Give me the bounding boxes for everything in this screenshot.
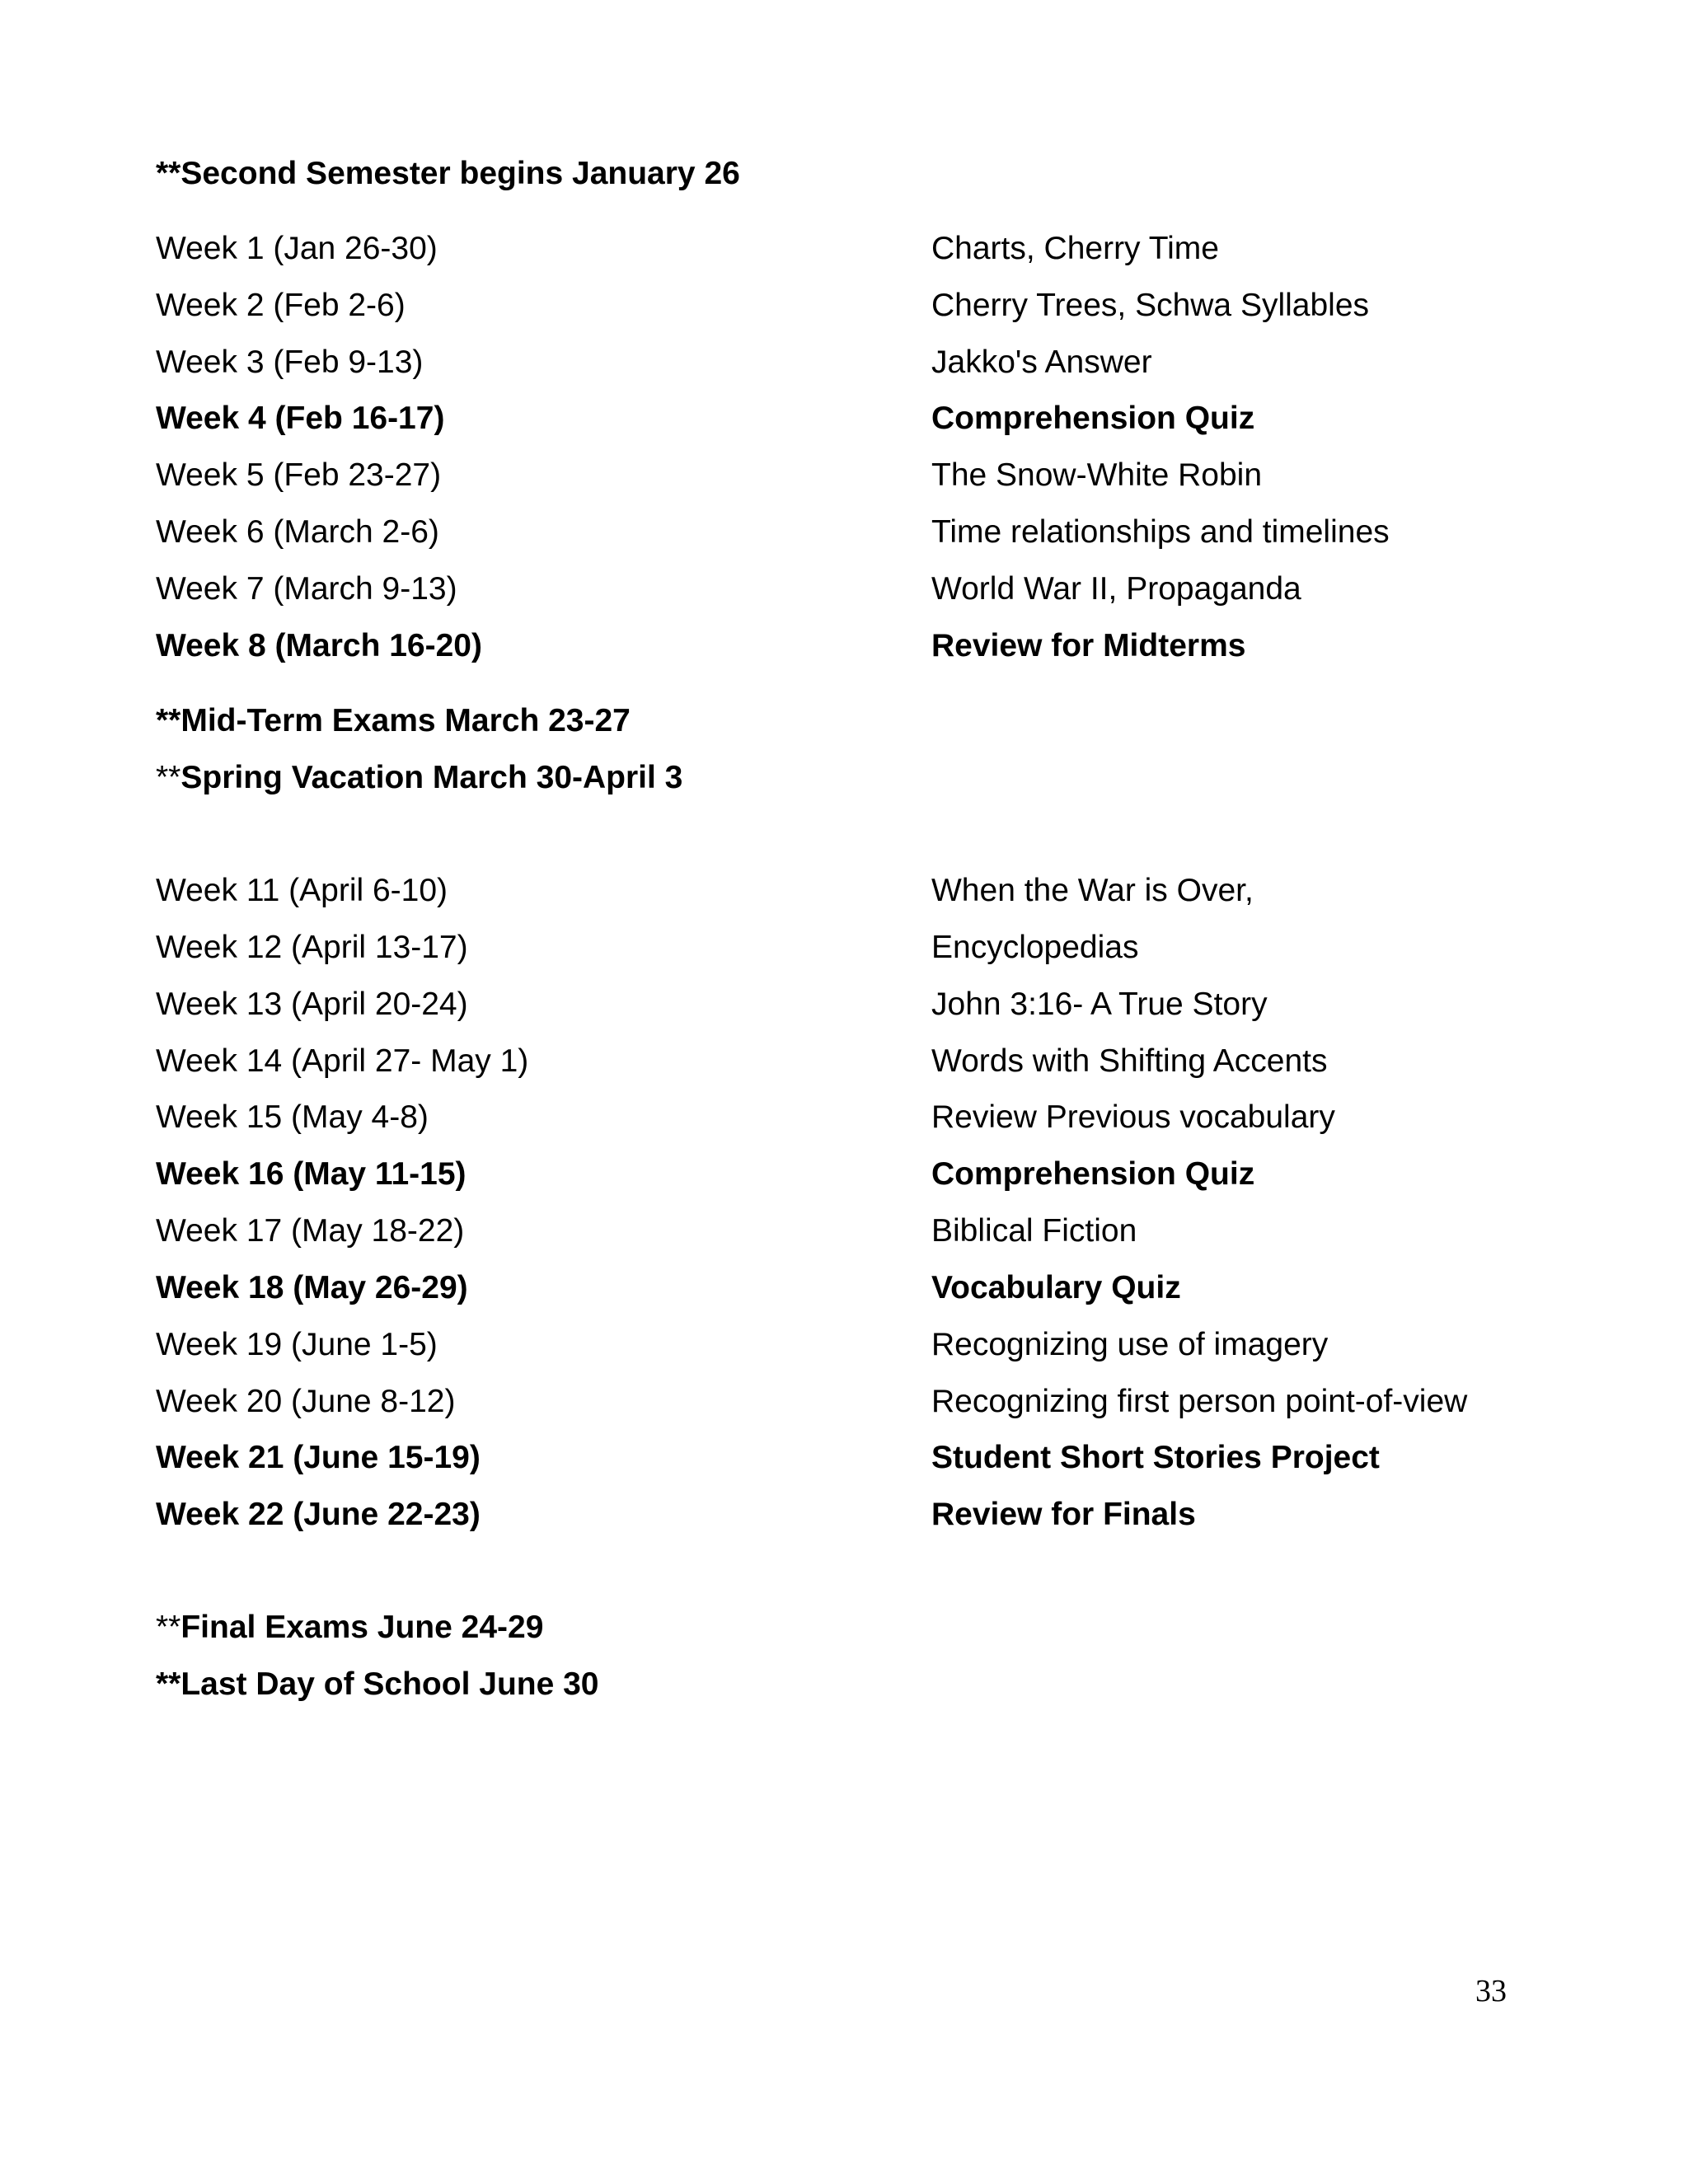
page-number: 33: [1475, 1974, 1507, 2008]
schedule-week: Week 8 (March 16-20): [156, 628, 482, 663]
final-exams-note: [156, 1608, 543, 1647]
note-prefix: **: [156, 703, 181, 738]
last-day-note: [156, 1665, 599, 1704]
schedule-week: Week 22 (June 22-23): [156, 1497, 481, 1532]
note-text: Last Day of School June 30: [181, 1666, 599, 1702]
note-text: Second Semester begins January 26: [181, 156, 740, 191]
schedule-week: Week 14 (April 27- May 1): [156, 1043, 529, 1079]
schedule-week: Week 7 (March 9-13): [156, 571, 457, 607]
note-text: Mid-Term Exams March 23-27: [181, 703, 631, 738]
schedule-week: Week 2 (Feb 2-6): [156, 288, 406, 323]
schedule-topic: When the War is Over,: [931, 873, 1254, 908]
note-text: Spring Vacation March 30-April 3: [181, 760, 683, 795]
schedule-week: Week 3 (Feb 9-13): [156, 344, 424, 380]
note-prefix: **: [156, 156, 181, 191]
schedule-week: Week 21 (June 15-19): [156, 1440, 481, 1475]
schedule-topic: Review for Midterms: [931, 628, 1246, 663]
schedule-week: Week 4 (Feb 16-17): [156, 401, 445, 436]
note-prefix: **: [156, 1610, 181, 1645]
schedule-topic: Recognizing first person point-of-view: [931, 1384, 1468, 1419]
schedule-topic: The Snow-White Robin: [931, 457, 1263, 493]
spring-vacation-note: [156, 758, 682, 798]
schedule-week: Week 19 (June 1-5): [156, 1327, 438, 1362]
schedule-topic: Words with Shifting Accents: [931, 1043, 1328, 1079]
schedule-topic: Student Short Stories Project: [931, 1440, 1380, 1475]
schedule-week: Week 18 (May 26-29): [156, 1270, 468, 1305]
note-prefix: **: [156, 760, 181, 795]
schedule-topic: Comprehension Quiz: [931, 401, 1255, 436]
schedule-topic: Review for Finals: [931, 1497, 1196, 1532]
schedule-topic: Review Previous vocabulary: [931, 1099, 1335, 1135]
note-text: Final Exams June 24-29: [181, 1610, 544, 1645]
schedule-topic: Biblical Fiction: [931, 1213, 1137, 1249]
schedule-week: Week 6 (March 2-6): [156, 514, 439, 550]
schedule-week: Week 11 (April 6-10): [156, 873, 448, 908]
schedule-week: Week 17 (May 18-22): [156, 1213, 465, 1249]
schedule-topic: John 3:16- A True Story: [931, 987, 1268, 1022]
schedule-topic: Vocabulary Quiz: [931, 1270, 1181, 1305]
schedule-topic: Time relationships and timelines: [931, 514, 1390, 550]
schedule-topic: Recognizing use of imagery: [931, 1327, 1329, 1362]
semester-start-note: [156, 154, 740, 194]
schedule-week: Week 20 (June 8-12): [156, 1384, 456, 1419]
schedule-topic: Comprehension Quiz: [931, 1156, 1255, 1192]
schedule-week: Week 5 (Feb 23-27): [156, 457, 442, 493]
schedule-week: Week 15 (May 4-8): [156, 1099, 429, 1135]
schedule-week: Week 12 (April 13-17): [156, 930, 468, 965]
schedule-week: Week 16 (May 11-15): [156, 1156, 467, 1192]
schedule-topic: World War II, Propaganda: [931, 571, 1301, 607]
schedule-topic: Cherry Trees, Schwa Syllables: [931, 288, 1370, 323]
midterm-note: [156, 701, 631, 741]
schedule-week: Week 13 (April 20-24): [156, 987, 468, 1022]
schedule-topic: Charts, Cherry Time: [931, 231, 1219, 266]
schedule-week: Week 1 (Jan 26-30): [156, 231, 438, 266]
schedule-topic: Encyclopedias: [931, 930, 1139, 965]
note-prefix: **: [156, 1666, 181, 1702]
schedule-topic: Jakko's Answer: [931, 344, 1152, 380]
